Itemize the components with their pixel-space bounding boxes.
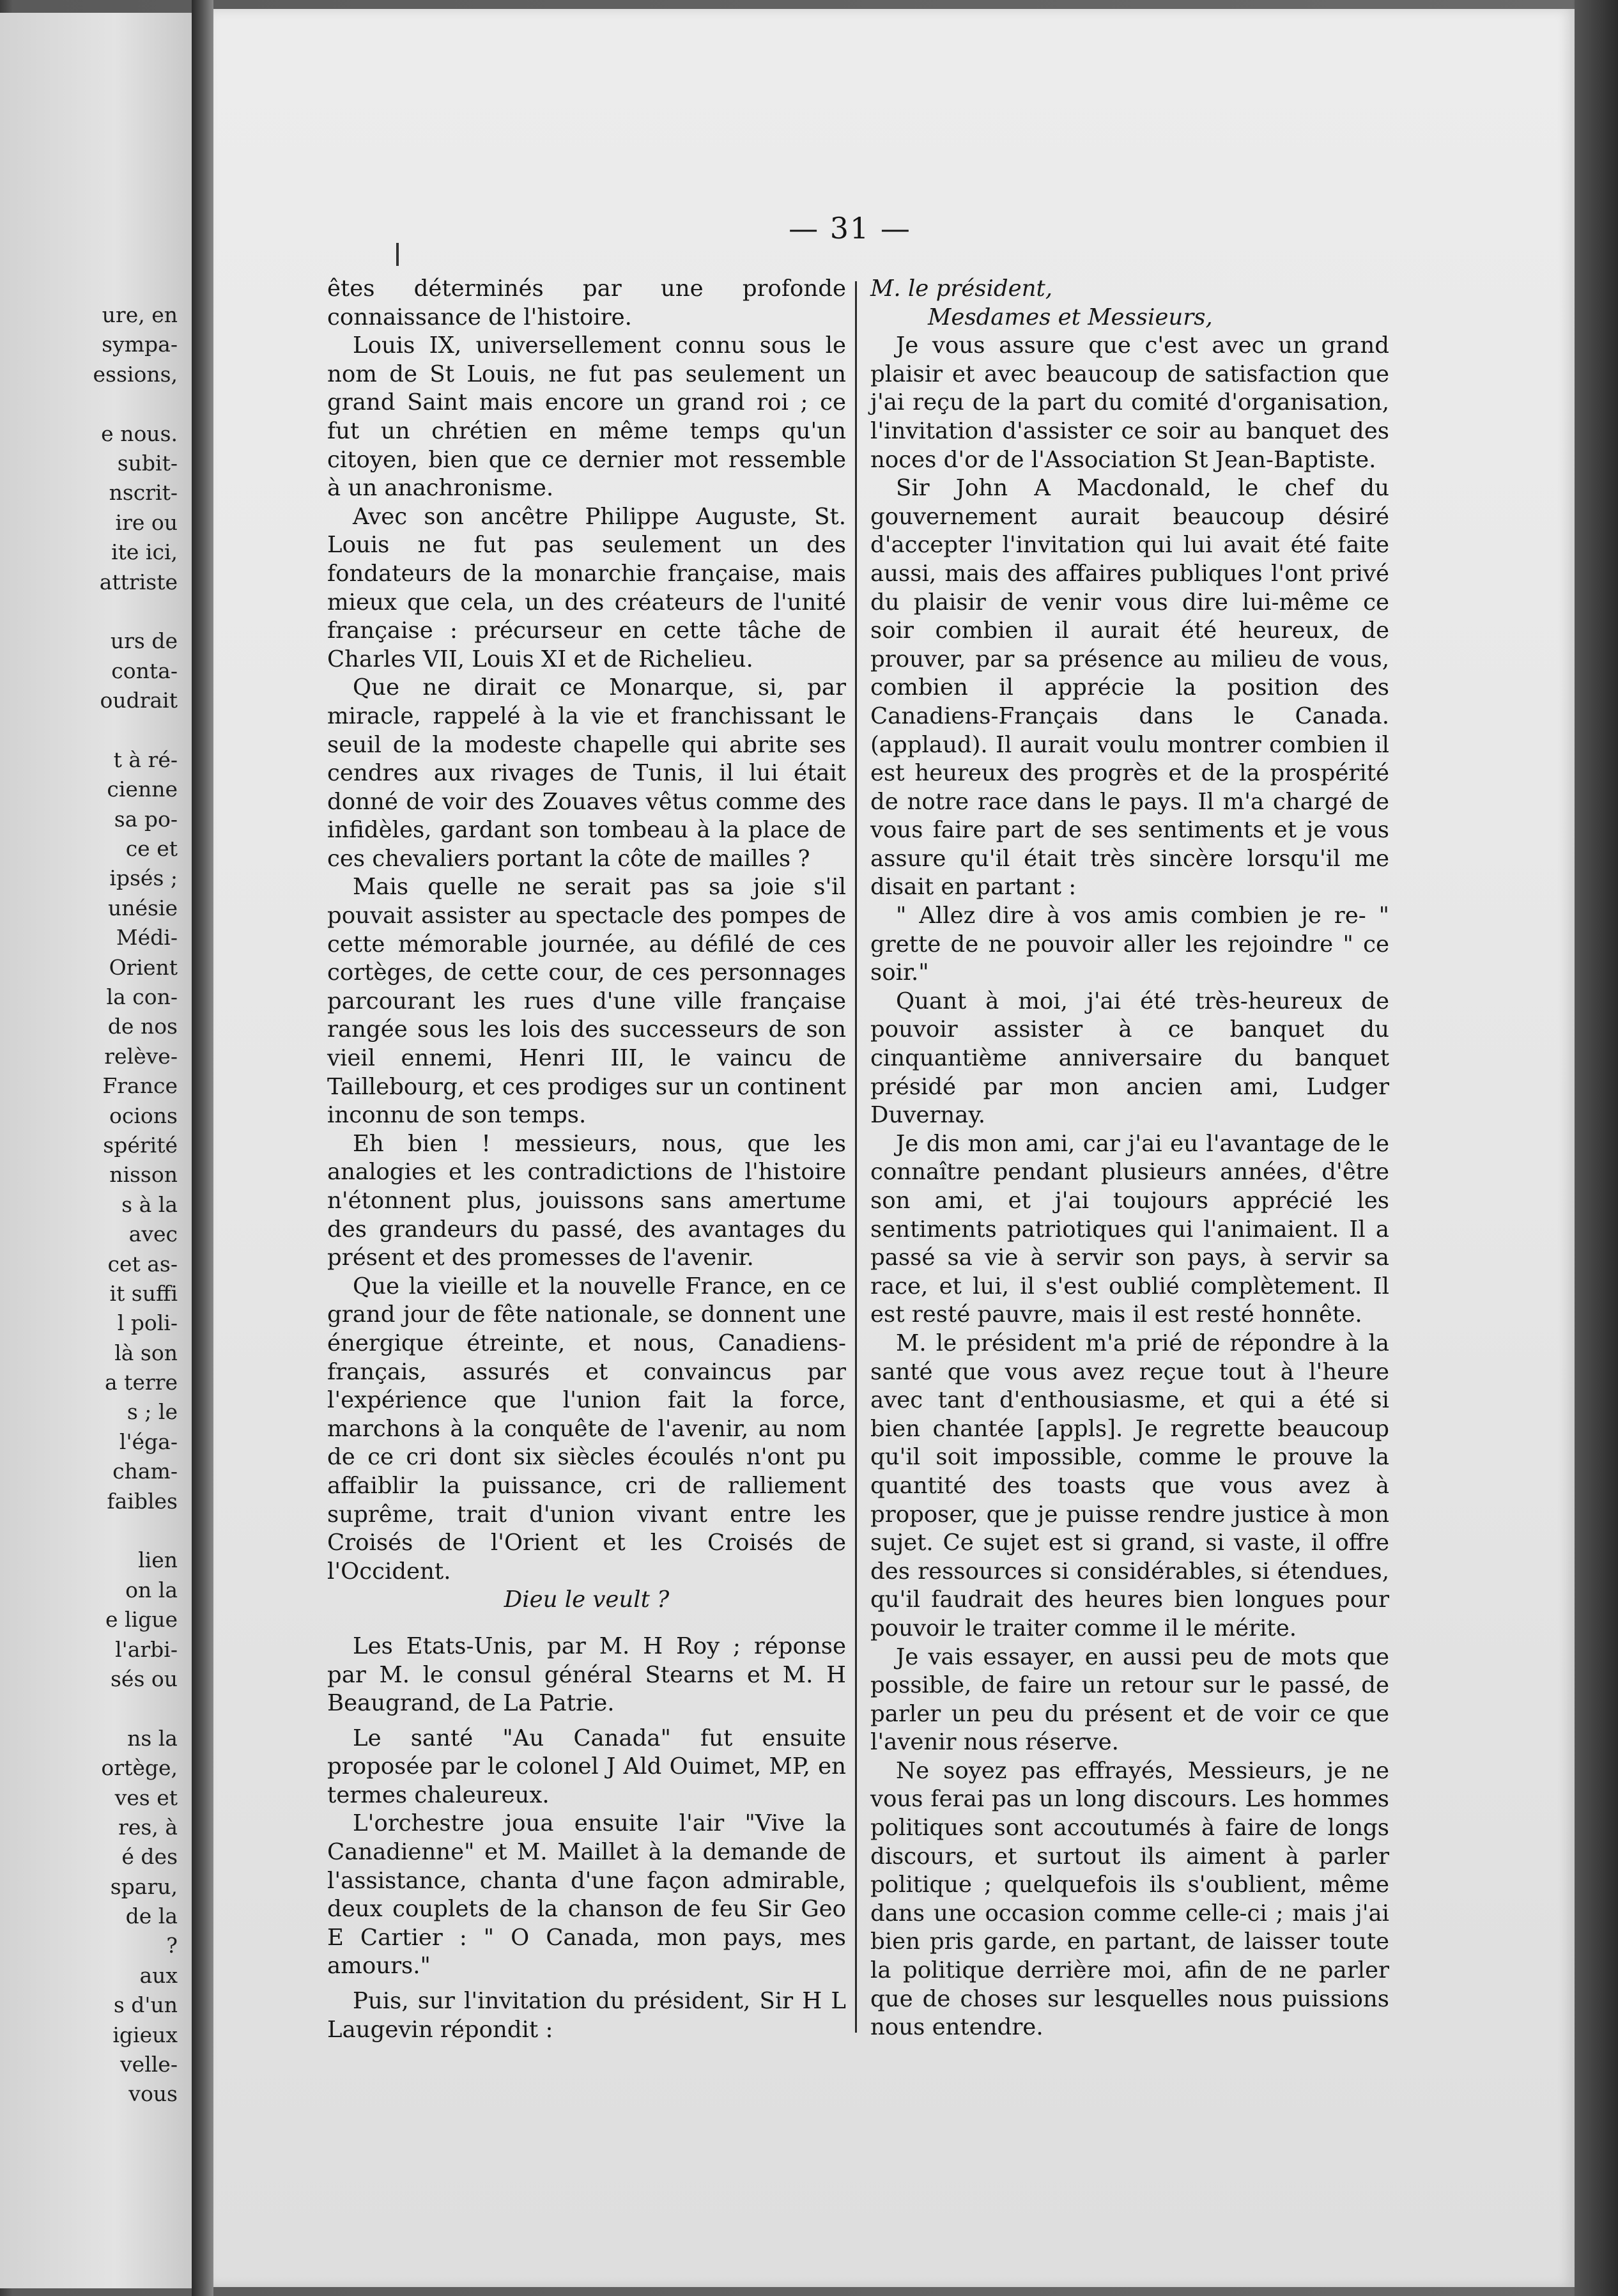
paragraph: Mais quelle ne serait pas sa joie s'il pouvait assister au spectacle des pompes de cette mémorable journée, au défilé de ces cortèges, de cette cour, de ces personnages parcourant les rues d'une ville française rangée sous les lois des successeurs de son vieil ennemi, Henri III, le vaincu de Taillebourg, et ces prodiges sur un continent inconnu de son temps. [327, 874, 846, 1129]
paragraph: Sir John A Macdonald, le chef du gouvernement aurait beaucoup désiré d'accepter l'invitation qui lui avait été faite aussi, mais des affaires publiques l'ont privé du plaisir de venir vous dire lui-même ce soir combien il aurait été heureux, de prouver, par sa présence au milieu de vous, combien il apprécie la position des Canadiens-Français dans le Canada. (applaud). Il aurait voulu montrer combien il est heureux des progrès et de la prospérité de notre race dans le pays. Il m'a chargé de vous faire part de ses sentiments et je vous assure qu'il était très sincère lorsqu'il me disait en partant : [870, 475, 1389, 901]
previous-page-line: ns la [127, 1725, 178, 1751]
paragraph: Avec son ancêtre Philippe Auguste, St. Louis ne fut pas seulement un des fondateurs de la monarchie française, mais mieux que cela, un des créateurs de l'unité française : précurseur en cette tâche de Charles VII, Louis XI et de Richelieu. [327, 503, 846, 672]
previous-page-line: attriste [99, 569, 178, 594]
page-edge [1575, 0, 1618, 2296]
paragraph: Eh bien ! messieurs, nous, que les analogies et les contradictions de l'histoire n'étonnent plus, jouissons sans amertume des grandeurs du passé, des avantages du présent et des promesses de l'avenir. [327, 1130, 846, 1271]
previous-page-line: essions, [93, 361, 178, 387]
previous-page-line: ves et [114, 1785, 178, 1810]
previous-page-line: de nos [107, 1014, 178, 1039]
previous-page-line: é des [121, 1844, 178, 1870]
previous-page-line: a terre [104, 1370, 178, 1395]
previous-page-line: subit- [117, 450, 178, 476]
previous-page-line: ure, en [102, 302, 178, 327]
previous-page-line: Médi- [116, 925, 178, 950]
previous-page-line: sés ou [110, 1666, 178, 1691]
paragraph: Que la vieille et la nouvelle France, en ce grand jour de fête nationale, se donnent une énergique étreinte, et nous, Canadiens-français, assurés et convaincus par l'expérience que l'union fait la force, marchons à la conquête de l'avenir, au nom de ce cri dont six siècles écoulés n'ont pu affaiblir la puissance, cri de ralliement suprême, trait d'union vivant entre les Croisés de l'Orient et les Croisés de l'Occident. [327, 1273, 846, 1585]
previous-page-line: s d'un [113, 1992, 178, 2018]
previous-page-line: ipsés ; [109, 865, 178, 891]
left-column [327, 275, 846, 2044]
previous-page-line: l'éga- [119, 1429, 178, 1454]
paragraph: Le santé "Au Canada" fut ensuite proposée par le colonel J Ald Ouimet, MP, en termes chaleureux. [327, 1725, 846, 1808]
previous-page-line: urs de [110, 628, 178, 654]
paragraph: Les Etats-Unis, par M. H Roy ; réponse par M. le consul général Stearns et M. H Beaugrand, de La Patrie. [327, 1633, 846, 1717]
previous-page-line: l poli- [117, 1310, 178, 1336]
previous-page-line: igieux [112, 2022, 178, 2047]
paragraph: Je vais essayer, en aussi peu de mots que possible, de faire un retour sur le passé, de parler un peu du présent et de voir ce que l'avenir nous réserve. [870, 1643, 1389, 1756]
paragraph: Quant à moi, j'ai été très-heureux de pouvoir assister à ce banquet du cinquantième anniversaire du banquet présidé par mon ancien ami, Ludger Duvernay. [870, 988, 1389, 1129]
previous-page-line: ? [166, 1933, 178, 1959]
previous-page-line: faibles [107, 1488, 178, 1514]
column-rule [855, 281, 857, 2033]
previous-page-line: nscrit- [109, 480, 178, 506]
previous-page-line: res, à [118, 1814, 178, 1840]
paragraph: " Allez dire à vos amis combien je re- " grette de ne pouvoir aller les rejoindre " ce soir." [870, 903, 1389, 986]
previous-page-line: cham- [112, 1459, 178, 1484]
previous-page-line: France [102, 1073, 178, 1099]
previous-page-line: relève- [104, 1043, 178, 1069]
previous-page-line: nisson [109, 1162, 178, 1188]
previous-page-line: de la [125, 1904, 178, 1929]
previous-page-line [12, 597, 178, 626]
previous-page-line: cienne [107, 777, 178, 802]
previous-page-line: t à ré- [113, 747, 178, 772]
previous-page-line: ortège, [101, 1755, 178, 1781]
paragraph: Je vous assure que c'est avec un grand plaisir et avec beaucoup de satisfaction que j'ai reçu de la part du comité d'organisation, l'invitation d'assister ce soir au banquet des noces d'or de l'Association St Jean-Baptiste. [870, 332, 1389, 473]
paragraph: Puis, sur l'invitation du président, Sir H L Laugevin répondit : [327, 1988, 846, 2043]
paragraph: Ne soyez pas effrayés, Messieurs, je ne vous ferai pas un long discours. Les hommes politiques sont accoutumés à faire de longs discours, et surtout ils aiment à parler politique ; quelquefois ils s'oublient, même dans une occasion comme celle-ci ; mais j'ai bien pris garde, en partant, de laisser toute la politique derrière moi, afin de ne parler que de choses sur lesquelles nous puissions nous entendre. [870, 1757, 1389, 2041]
paragraph: M. le président m'a prié de répondre à la santé que vous avez reçue tout à l'heure avec tant d'enthousiasme, et qui a été si bien chantée [appls]. Je regrette beaucoup qu'il soit impossible, comme le prouve la quantité des toasts que vous avez à proposer, que je puisse rendre justice à mon sujet. Ce sujet est si grand, si vaste, il offre des ressources si considérables, si étendues, qu'il faudrait des heures bien longues pour pouvoir le traiter comme il le mérite. [870, 1330, 1389, 1641]
paragraph: Je dis mon ami, car j'ai eu l'avantage de le connaître pendant plusieurs années, d'être son ami, et j'ai toujours apprécié les sentiments patriotiques qui l'animaient. Il a passé sa vie à servir son pays, à servir sa race, et lui, il s'est oublié complètement. Il est resté pauvre, mais il est resté honnête. [870, 1130, 1389, 1328]
previous-page-line: spérité [103, 1132, 178, 1158]
paragraph: êtes déterminés par une profonde connaissance de l'histoire. [327, 275, 846, 330]
previous-page-line: aux [139, 1962, 178, 1988]
previous-page-line: Orient [109, 954, 178, 980]
previous-page-line: oudrait [100, 688, 178, 713]
previous-page-fragments [12, 300, 178, 2109]
previous-page-line: e ligue [105, 1607, 178, 1633]
previous-page-line: avec [128, 1222, 178, 1247]
previous-page-line: sa po- [114, 806, 178, 832]
previous-page-line: s ; le [127, 1399, 178, 1425]
previous-page-line: lien [138, 1547, 178, 1573]
right-column [870, 275, 1389, 2042]
previous-page-line: unésie [107, 895, 178, 920]
previous-page-line: it suffi [109, 1280, 178, 1306]
previous-page-line: ocions [109, 1103, 178, 1128]
ink-speck [396, 243, 399, 266]
previous-page-line [12, 1694, 178, 1723]
previous-page-edge [0, 13, 192, 2288]
previous-page-line: on la [125, 1577, 178, 1602]
book-gutter [192, 0, 213, 2296]
previous-page-line [12, 1516, 178, 1546]
previous-page-line: vous [128, 2081, 178, 2107]
previous-page-line: s à la [121, 1191, 178, 1217]
paragraph: L'orchestre joua ensuite l'air "Vive la Canadienne" et M. Maillet à la demande de l'assistance, chanta d'une façon admirable, deux couplets de la chanson de feu Sir Geo E Cartier : " O Canada, mon pays, mes amours." [327, 1810, 846, 1980]
previous-page-line: sparu, [110, 1873, 178, 1899]
previous-page-line: ce et [125, 836, 178, 862]
previous-page-line [12, 715, 178, 745]
previous-page-line: cet as- [107, 1251, 178, 1276]
previous-page-line: e nous. [101, 421, 178, 446]
previous-page-line: la con- [106, 984, 178, 1009]
previous-page-line: sympa- [102, 332, 178, 357]
page-number: — 31 — [789, 211, 911, 245]
paragraph: M. le président, [870, 275, 1052, 302]
previous-page-line: velle- [120, 2052, 178, 2077]
previous-page-line: ite ici, [111, 539, 178, 565]
previous-page-line: ire ou [115, 509, 178, 535]
previous-page-line [12, 389, 178, 419]
previous-page-line: conta- [111, 658, 178, 683]
previous-page-line: l'arbi- [115, 1636, 178, 1662]
previous-page-line: là son [114, 1340, 178, 1365]
paragraph: Que ne dirait ce Monarque, si, par miracle, rappelé à la vie et franchissant le seuil de la modeste chapelle qui abrite ses cendres aux rivages de Tunis, il lui était donné de voir des Zouaves vêtus comme des infidèles, gardant son tombeau à la place de ces chevaliers portant la côte de mailles ? [327, 674, 846, 872]
paragraph: Louis IX, universellement connu sous le nom de St Louis, ne fut pas seulement un grand Saint mais encore un grand roi ; ce fut un chrétien en même temps qu'un citoyen, bien que ce dernier mot ressemble à un anachronisme. [327, 332, 846, 502]
paragraph: Mesdames et Messieurs, [928, 304, 1213, 330]
paragraph: Dieu le veult ? [504, 1586, 670, 1613]
